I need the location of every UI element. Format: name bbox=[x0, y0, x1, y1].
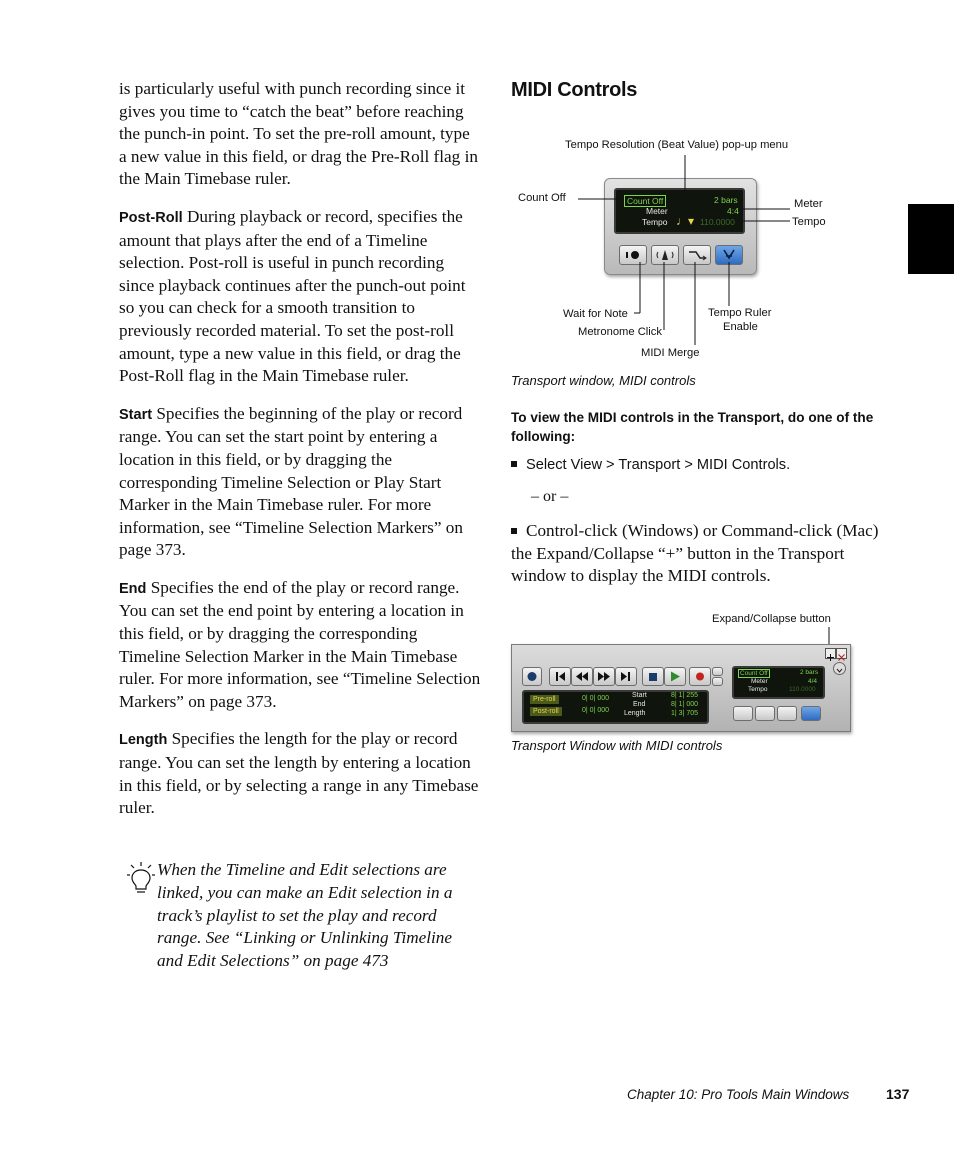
transport-window bbox=[511, 644, 851, 732]
tempo-value-small[interactable]: 110.0000 bbox=[789, 686, 816, 693]
instruction-heading: To view the MIDI controls in the Transport, do one of the following: bbox=[511, 410, 874, 444]
term-end: End bbox=[119, 580, 147, 597]
tempo-label-small: Tempo bbox=[748, 686, 768, 693]
bullet-item-1 bbox=[511, 457, 790, 473]
tempo-ruler-button-small[interactable] bbox=[801, 706, 821, 721]
term-start: Start bbox=[119, 406, 153, 423]
figure1-callout-lines bbox=[0, 0, 954, 400]
callout-wait-for-note: Wait for Note bbox=[563, 308, 628, 320]
close-icon bbox=[837, 653, 846, 662]
preroll-toggle[interactable]: Pre-roll bbox=[530, 695, 559, 704]
counters-lcd bbox=[522, 690, 709, 724]
paragraph-start bbox=[119, 403, 481, 562]
quickpunch-toggle[interactable] bbox=[712, 677, 723, 686]
plus-icon bbox=[826, 653, 835, 662]
rewind-button[interactable] bbox=[571, 667, 593, 686]
callout-tempo-ruler: Tempo Ruler bbox=[708, 307, 772, 319]
callout-expand-collapse: Expand/Collapse button bbox=[712, 613, 831, 625]
postroll-text: During playback or record, specifies the amount that plays after the end of a Timeline selection. Post-roll is useful in punch recording since playback continues after the punch-out point so you can check for a smooth transition to previously recorded material. To set the post-roll amount, type a new value in this field, or drag the Post-Roll flag in the Main Timebase ruler. bbox=[119, 206, 466, 386]
callout-tempo-ruler-enable: Enable bbox=[723, 321, 758, 333]
play-button[interactable] bbox=[664, 667, 686, 686]
or-separator: – or – bbox=[531, 488, 569, 505]
count-off-field-small[interactable]: Count Off bbox=[740, 670, 768, 677]
stop-icon bbox=[643, 668, 663, 685]
bars-value-small[interactable]: 2 bars bbox=[800, 669, 819, 676]
go-to-end-icon bbox=[616, 668, 636, 685]
bullet-2-text: Control-click (Windows) or Command-click (Mac) the Expand/Collapse “+” button in the Transport window to display the MIDI controls. bbox=[511, 521, 879, 586]
start-value[interactable]: 8| 1| 255 bbox=[671, 692, 698, 699]
term-length: Length bbox=[119, 732, 168, 749]
bullet-marker bbox=[511, 528, 517, 534]
length-text: Specifies the length for the play or record range. You can set the length by entering a location in this field, or by selecting a range in any Timebase ruler. bbox=[119, 729, 479, 818]
play-icon bbox=[665, 668, 685, 685]
wait-for-note-button-small[interactable] bbox=[733, 706, 753, 721]
count-off-bars[interactable]: 2 bars bbox=[714, 195, 738, 205]
meter-value-small[interactable]: 4/4 bbox=[808, 678, 818, 685]
section-heading: MIDI Controls bbox=[511, 79, 638, 101]
term-postroll: Post-Roll bbox=[119, 209, 183, 226]
meter-value[interactable]: 4:4 bbox=[727, 206, 739, 216]
meter-label: Meter bbox=[646, 206, 668, 216]
fast-forward-button[interactable] bbox=[593, 667, 615, 686]
chapter-tab bbox=[908, 204, 954, 274]
figure1-caption: Transport window, MIDI controls bbox=[511, 373, 696, 388]
length-label: Length bbox=[624, 710, 646, 717]
go-to-end-button[interactable] bbox=[615, 667, 637, 686]
rewind-icon bbox=[572, 668, 592, 685]
footer-chapter: Chapter 10: Pro Tools Main Windows bbox=[627, 1087, 850, 1102]
page-number: 137 bbox=[886, 1086, 910, 1102]
midi-merge-button-small[interactable] bbox=[777, 706, 797, 721]
postroll-toggle[interactable]: Post-roll bbox=[530, 707, 562, 716]
expand-collapse-button[interactable] bbox=[825, 648, 836, 659]
metronome-button-small[interactable] bbox=[755, 706, 775, 721]
lightbulb-icon bbox=[126, 861, 156, 895]
end-value[interactable]: 8| 1| 000 bbox=[671, 701, 698, 708]
loop-toggle[interactable] bbox=[712, 667, 723, 676]
callout-count-off: Count Off bbox=[518, 192, 566, 204]
stop-button[interactable] bbox=[642, 667, 664, 686]
callout-midi-merge: MIDI Merge bbox=[641, 347, 700, 359]
online-button[interactable] bbox=[522, 667, 542, 686]
bullet-marker bbox=[511, 461, 517, 467]
callout-tempo-resolution: Tempo Resolution (Beat Value) pop-up menu bbox=[565, 139, 789, 151]
callout-tempo: Tempo bbox=[792, 216, 826, 228]
count-off-field[interactable]: Count Off bbox=[624, 195, 666, 207]
midi-lcd-small bbox=[732, 666, 825, 699]
length-value[interactable]: 1| 3| 705 bbox=[671, 710, 698, 717]
tempo-value[interactable]: 110.0000 bbox=[700, 217, 735, 227]
record-button[interactable] bbox=[689, 667, 711, 686]
meter-label-small: Meter bbox=[751, 678, 768, 685]
paragraph-length bbox=[119, 728, 481, 819]
bullet-item-2 bbox=[511, 520, 886, 588]
postroll-value[interactable]: 0| 0| 000 bbox=[582, 707, 609, 714]
close-button[interactable] bbox=[836, 648, 847, 659]
clock-icon bbox=[523, 668, 541, 685]
return-to-zero-icon bbox=[550, 668, 570, 685]
end-label: End bbox=[633, 701, 646, 708]
bullet-1-text: Select View > Transport > MIDI Controls. bbox=[526, 457, 791, 473]
tempo-label: Tempo bbox=[642, 217, 668, 227]
beat-value-note-icon[interactable]: ♩▾ bbox=[676, 214, 695, 228]
return-to-zero-button[interactable] bbox=[549, 667, 571, 686]
callout-metronome-click: Metronome Click bbox=[578, 326, 662, 338]
callout-meter: Meter bbox=[794, 198, 823, 210]
figure2-caption: Transport Window with MIDI controls bbox=[511, 738, 723, 753]
start-label: Start bbox=[632, 692, 647, 699]
chevron-down-icon bbox=[834, 665, 845, 676]
paragraph-preroll-cont: is particularly useful with punch recording since it gives you time to “catch the beat” before reaching the punch-in point. To set the pre-roll amount, type a new value in this field, or drag the Pre-Roll flag in the Main Timebase ruler. bbox=[119, 79, 478, 189]
end-text: Specifies the end of the play or record range. You can set the end point by entering a location in this field, or by dragging the corresponding Timeline Selection Marker in the Main Timebase ruler. For more information, see “Timeline Selection Markers” on page 373. bbox=[119, 577, 481, 711]
tip-text: When the Timeline and Edit selections are linked, you can make an Edit selection in a track’s playlist to set the play and record range. See “Linking or Unlinking Timeline and Edit Selections” on page 473 bbox=[157, 860, 453, 971]
start-text: Specifies the beginning of the play or record range. You can set the start point by entering a location in this field, or by dragging the corresponding Timeline Selection or Play Start Marker in the Main Timebase ruler. For more information, see “Timeline Selection Markers” on page 373. bbox=[119, 403, 463, 560]
record-icon bbox=[690, 668, 710, 685]
view-menu-button[interactable] bbox=[833, 662, 846, 675]
preroll-value[interactable]: 0| 0| 000 bbox=[582, 695, 609, 702]
fast-forward-icon bbox=[594, 668, 614, 685]
